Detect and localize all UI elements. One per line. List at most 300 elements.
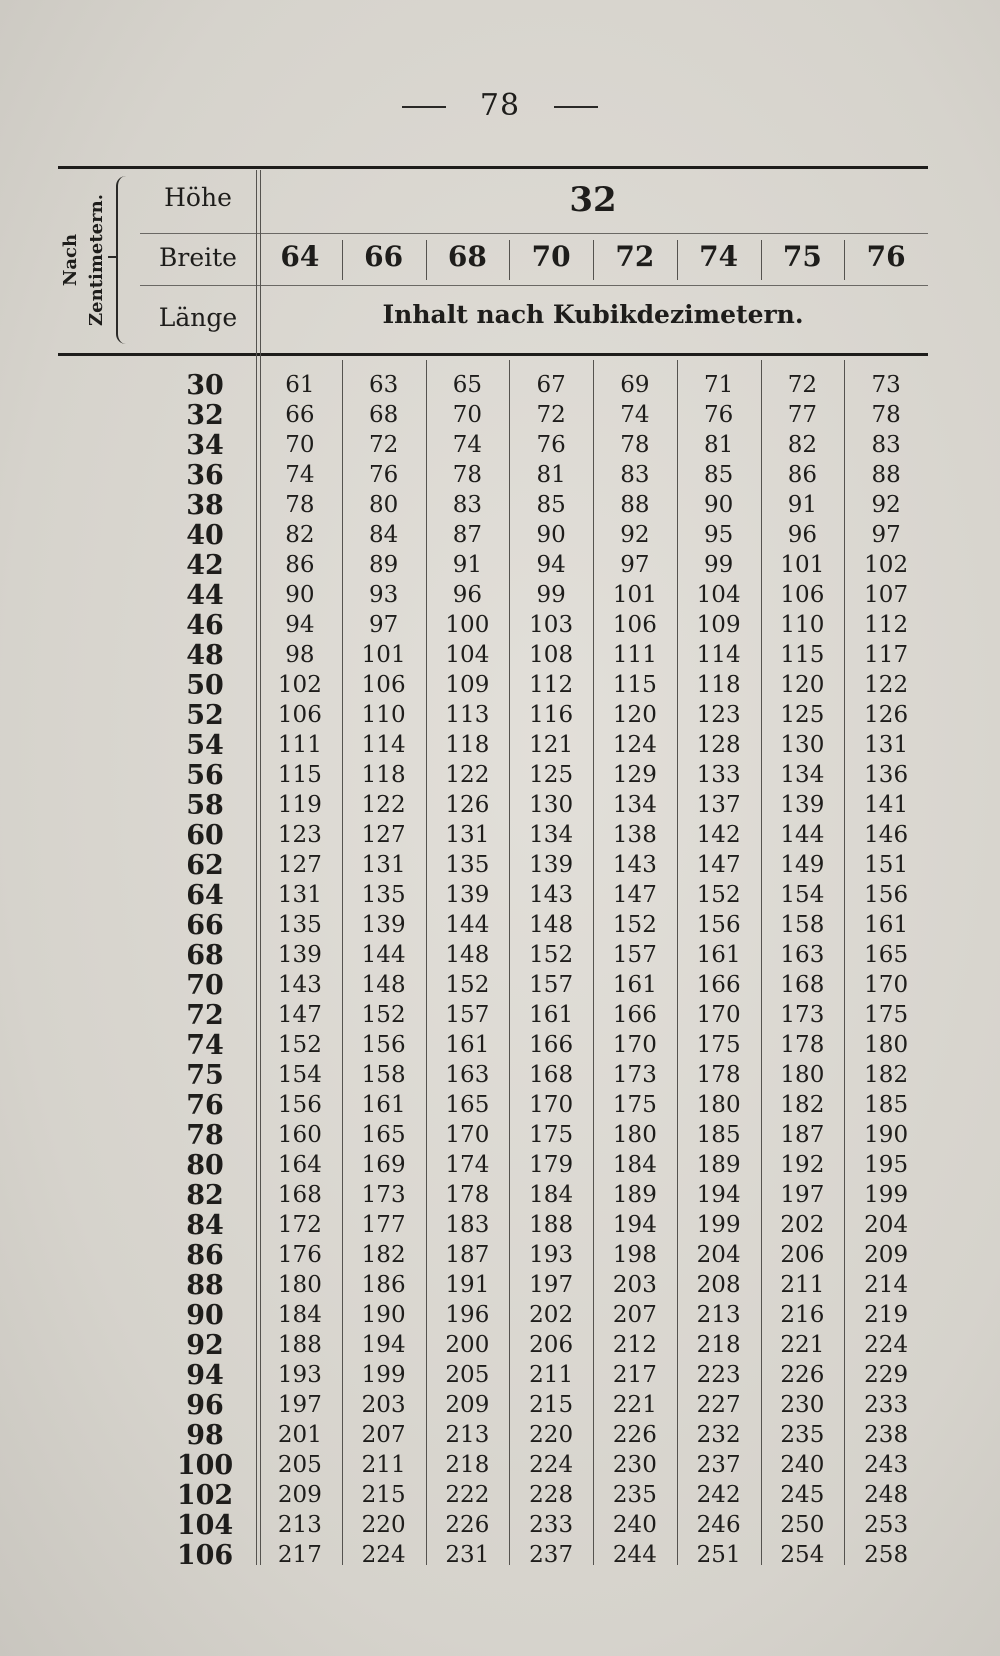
table-cell: 143 [612, 852, 657, 878]
table-cell: 76 [536, 432, 566, 458]
brace [116, 176, 130, 344]
table-cell: 115 [612, 672, 657, 698]
table-cell: 83 [871, 432, 901, 458]
table-cell: 197 [529, 1272, 574, 1298]
table-cell: 157 [612, 942, 657, 968]
table-cell: 248 [864, 1482, 909, 1508]
table-cell: 148 [445, 942, 490, 968]
table-cell: 208 [696, 1272, 741, 1298]
table-cell: 135 [361, 882, 406, 908]
table-cell: 99 [703, 552, 734, 578]
table-cell: 142 [696, 822, 741, 848]
table-cell: 194 [696, 1182, 741, 1208]
table-cell: 115 [780, 642, 825, 668]
table-cell: 154 [780, 882, 825, 908]
table-cell: 61 [285, 372, 315, 398]
table-cell: 250 [780, 1512, 825, 1538]
table-cell: 186 [361, 1272, 406, 1298]
table-cell: 130 [780, 732, 825, 758]
table-cell: 177 [361, 1212, 406, 1238]
laenge-cell: 44 [186, 580, 224, 611]
table-cell: 82 [787, 432, 818, 458]
table-cell: 152 [445, 972, 490, 998]
table-cell: 154 [277, 1062, 322, 1088]
breite-header-cell: 68 [447, 240, 487, 273]
table-cell: 106 [780, 582, 825, 608]
table-cell: 72 [787, 372, 818, 398]
table-cell: 125 [780, 702, 825, 728]
table-cell: 161 [612, 972, 657, 998]
table-cell: 161 [445, 1032, 490, 1058]
breite-header-cell: 70 [531, 240, 571, 273]
laenge-separator-line [256, 170, 257, 1565]
laenge-cell: 84 [186, 1210, 224, 1241]
laenge-cell: 94 [186, 1360, 224, 1391]
laenge-cell: 88 [186, 1270, 224, 1301]
table-cell: 165 [864, 942, 909, 968]
table-cell: 76 [703, 402, 734, 428]
table-cell: 179 [529, 1152, 574, 1178]
table-cell: 180 [277, 1272, 322, 1298]
laenge-cell: 98 [186, 1420, 224, 1451]
table-cell: 157 [445, 1002, 490, 1028]
table-cell: 175 [864, 1002, 909, 1028]
table-cell: 68 [368, 402, 399, 428]
table-cell: 108 [529, 642, 574, 668]
table-cell: 232 [696, 1422, 741, 1448]
breite-header-cell: 64 [280, 240, 320, 273]
laenge-cell: 62 [186, 850, 224, 881]
table-cell: 71 [703, 372, 734, 398]
table-cell: 121 [529, 732, 574, 758]
breite-separator-line [426, 240, 427, 280]
table-cell: 116 [529, 702, 574, 728]
table-cell: 174 [445, 1152, 490, 1178]
table-cell: 209 [277, 1482, 322, 1508]
table-cell: 81 [703, 432, 734, 458]
laenge-cell: 106 [176, 1540, 234, 1571]
table-cell: 172 [277, 1212, 322, 1238]
table-cell: 129 [612, 762, 657, 788]
table-cell: 77 [787, 402, 818, 428]
table-cell: 166 [612, 1002, 657, 1028]
table-cell: 216 [780, 1302, 825, 1328]
table-cell: 190 [361, 1302, 406, 1328]
hoehe-value: 32 [569, 180, 617, 220]
table-cell: 106 [361, 672, 406, 698]
table-cell: 173 [780, 1002, 825, 1028]
table-cell: 78 [620, 432, 650, 458]
table-cell: 217 [612, 1362, 657, 1388]
table-cell: 215 [361, 1482, 406, 1508]
table-cell: 178 [696, 1062, 741, 1088]
table-cell: 148 [361, 972, 406, 998]
laenge-cell: 46 [186, 610, 224, 641]
table-cell: 165 [445, 1092, 490, 1118]
table-cell: 197 [277, 1392, 322, 1418]
table-cell: 168 [780, 972, 825, 998]
table-cell: 182 [864, 1062, 909, 1088]
table-cell: 130 [529, 792, 574, 818]
table-cell: 163 [445, 1062, 490, 1088]
table-cell: 131 [277, 882, 322, 908]
table-cell: 106 [277, 702, 322, 728]
table-cell: 97 [368, 612, 399, 638]
table-cell: 92 [871, 492, 901, 518]
table-cell: 67 [536, 372, 566, 398]
table-cell: 175 [696, 1032, 741, 1058]
table-cell: 78 [285, 492, 315, 518]
table-cell: 226 [445, 1512, 490, 1538]
table-header-rule [58, 353, 928, 356]
table-cell: 69 [620, 372, 650, 398]
table-cell: 85 [536, 492, 566, 518]
table-cell: 191 [445, 1272, 490, 1298]
table-cell: 214 [864, 1272, 909, 1298]
table-cell: 131 [864, 732, 909, 758]
table-cell: 237 [529, 1542, 574, 1568]
table-cell: 110 [361, 702, 406, 728]
laenge-cell: 66 [186, 910, 224, 941]
table-cell: 112 [529, 672, 574, 698]
table-cell: 161 [696, 942, 741, 968]
table-cell: 193 [277, 1362, 322, 1388]
laenge-cell: 60 [186, 820, 224, 851]
table-cell: 253 [864, 1512, 909, 1538]
laenge-cell: 42 [186, 550, 224, 581]
table-cell: 102 [864, 552, 909, 578]
laenge-cell: 36 [186, 460, 224, 491]
table-cell: 139 [445, 882, 490, 908]
table-cell: 211 [780, 1272, 825, 1298]
laenge-cell: 32 [186, 400, 224, 431]
side-label-line2: Zentimetern. [86, 194, 107, 326]
laenge-cell: 82 [186, 1180, 224, 1211]
table-cell: 230 [612, 1452, 657, 1478]
table-cell: 119 [277, 792, 322, 818]
table-cell: 156 [864, 882, 909, 908]
table-cell: 258 [864, 1542, 909, 1568]
table-cell: 158 [361, 1062, 406, 1088]
breite-header-cell: 75 [782, 240, 822, 273]
table-cell: 101 [780, 552, 825, 578]
table-cell: 201 [277, 1422, 322, 1448]
table-cell: 101 [361, 642, 406, 668]
table-cell: 149 [780, 852, 825, 878]
table-cell: 245 [780, 1482, 825, 1508]
table-cell: 74 [452, 432, 483, 458]
table-cell: 203 [361, 1392, 406, 1418]
column-separator-line [593, 360, 594, 1565]
table-cell: 187 [780, 1122, 825, 1148]
table-cell: 229 [864, 1362, 909, 1388]
table-cell: 246 [696, 1512, 741, 1538]
table-cell: 66 [285, 402, 315, 428]
table-cell: 88 [620, 492, 650, 518]
table-cell: 72 [536, 402, 566, 428]
table-cell: 98 [285, 642, 315, 668]
table-cell: 90 [536, 522, 566, 548]
table-cell: 244 [612, 1542, 657, 1568]
table-cell: 227 [696, 1392, 741, 1418]
laenge-cell: 86 [186, 1240, 224, 1271]
table-cell: 240 [780, 1452, 825, 1478]
side-label-line1: Nach [60, 233, 81, 287]
table-cell: 178 [780, 1032, 825, 1058]
table-cell: 228 [529, 1482, 574, 1508]
table-cell: 123 [696, 702, 741, 728]
table-cell: 161 [361, 1092, 406, 1118]
table-cell: 235 [780, 1422, 825, 1448]
table-cell: 94 [285, 612, 315, 638]
table-cell: 90 [285, 582, 315, 608]
table-cell: 196 [445, 1302, 490, 1328]
table-cell: 126 [864, 702, 909, 728]
laenge-cell: 38 [186, 490, 224, 521]
table-cell: 238 [864, 1422, 909, 1448]
table-cell: 170 [529, 1092, 574, 1118]
table-cell: 131 [361, 852, 406, 878]
table-cell: 209 [864, 1242, 909, 1268]
table-cell: 218 [696, 1332, 741, 1358]
laenge-cell: 78 [186, 1120, 224, 1151]
table-cell: 122 [864, 672, 909, 698]
table-cell: 221 [780, 1332, 825, 1358]
table-cell: 74 [285, 462, 315, 488]
table-cell: 109 [445, 672, 490, 698]
table-cell: 89 [368, 552, 399, 578]
table-cell: 169 [361, 1152, 406, 1178]
table-cell: 122 [445, 762, 490, 788]
table-cell: 136 [864, 762, 909, 788]
table-cell: 90 [703, 492, 734, 518]
column-separator-line [677, 360, 678, 1565]
table-cell: 120 [780, 672, 825, 698]
table-cell: 173 [612, 1062, 657, 1088]
table-cell: 152 [696, 882, 741, 908]
table-cell: 109 [696, 612, 741, 638]
table-cell: 188 [277, 1332, 322, 1358]
table-cell: 131 [445, 822, 490, 848]
table-cell: 197 [780, 1182, 825, 1208]
table-cell: 224 [864, 1332, 909, 1358]
table-cell: 141 [864, 792, 909, 818]
table-cell: 254 [780, 1542, 825, 1568]
breite-header-cell: 72 [615, 240, 655, 273]
table-cell: 205 [277, 1452, 322, 1478]
table-cell: 170 [612, 1032, 657, 1058]
breite-separator-line [593, 240, 594, 280]
laenge-cell: 34 [186, 430, 224, 461]
table-cell: 86 [285, 552, 315, 578]
table-cell: 99 [536, 582, 566, 608]
table-cell: 170 [864, 972, 909, 998]
table-cell: 213 [445, 1422, 490, 1448]
table-cell: 139 [780, 792, 825, 818]
laenge-cell: 64 [186, 880, 224, 911]
table-cell: 209 [445, 1392, 490, 1418]
table-cell: 207 [612, 1302, 657, 1328]
table-cell: 96 [452, 582, 483, 608]
table-cell: 220 [361, 1512, 406, 1538]
laenge-separator-line [260, 170, 261, 1565]
table-cell: 204 [696, 1242, 741, 1268]
table-cell: 166 [529, 1032, 574, 1058]
table-cell: 170 [696, 1002, 741, 1028]
laenge-cell: 70 [186, 970, 224, 1001]
table-cell: 148 [529, 912, 574, 938]
table-cell: 217 [277, 1542, 322, 1568]
laenge-cell: 30 [186, 370, 224, 401]
table-cell: 91 [787, 492, 818, 518]
column-separator-line [426, 360, 427, 1565]
table-cell: 91 [452, 552, 483, 578]
table-cell: 123 [277, 822, 322, 848]
table-cell: 205 [445, 1362, 490, 1388]
breite-separator-line [677, 240, 678, 280]
table-cell: 206 [780, 1242, 825, 1268]
table-cell: 118 [696, 672, 741, 698]
table-cell: 114 [696, 642, 741, 668]
table-cell: 215 [529, 1392, 574, 1418]
table-cell: 200 [445, 1332, 490, 1358]
table-cell: 110 [780, 612, 825, 638]
table-cell: 166 [696, 972, 741, 998]
table-cell: 122 [361, 792, 406, 818]
table-cell: 164 [277, 1152, 322, 1178]
table-cell: 96 [787, 522, 818, 548]
table-cell: 144 [780, 822, 825, 848]
table-cell: 82 [285, 522, 315, 548]
table-cell: 101 [612, 582, 657, 608]
table-cell: 206 [529, 1332, 574, 1358]
column-separator-line [844, 360, 845, 1565]
breite-separator-line [761, 240, 762, 280]
table-cell: 151 [864, 852, 909, 878]
table-cell: 199 [864, 1182, 909, 1208]
table-cell: 184 [612, 1152, 657, 1178]
table-cell: 134 [780, 762, 825, 788]
table-cell: 226 [612, 1422, 657, 1448]
column-separator-line [342, 360, 343, 1565]
table-cell: 165 [361, 1122, 406, 1148]
table-cell: 242 [696, 1482, 741, 1508]
table-cell: 198 [612, 1242, 657, 1268]
table-cell: 240 [612, 1512, 657, 1538]
table-cell: 143 [529, 882, 574, 908]
table-cell: 104 [696, 582, 741, 608]
table-cell: 144 [445, 912, 490, 938]
table-cell: 235 [612, 1482, 657, 1508]
table-cell: 111 [612, 642, 657, 668]
table-cell: 97 [620, 552, 650, 578]
table-cell: 199 [361, 1362, 406, 1388]
inhalt-caption: Inhalt nach Kubikdezimetern. [382, 300, 804, 329]
laenge-cell: 104 [176, 1510, 234, 1541]
table-cell: 95 [703, 522, 734, 548]
table-cell: 126 [445, 792, 490, 818]
table-cell: 189 [696, 1152, 741, 1178]
table-cell: 74 [620, 402, 650, 428]
table-cell: 65 [452, 372, 483, 398]
label-laenge: Länge [158, 303, 238, 332]
table-cell: 195 [864, 1152, 909, 1178]
table-cell: 182 [780, 1092, 825, 1118]
table-cell: 144 [361, 942, 406, 968]
table-cell: 85 [703, 462, 734, 488]
table-cell: 168 [277, 1182, 322, 1208]
laenge-cell: 100 [176, 1450, 234, 1481]
laenge-cell: 58 [186, 790, 224, 821]
table-cell: 86 [787, 462, 818, 488]
table-cell: 243 [864, 1452, 909, 1478]
table-cell: 211 [361, 1452, 406, 1478]
table-cell: 224 [361, 1542, 406, 1568]
table-cell: 222 [445, 1482, 490, 1508]
table-cell: 212 [612, 1332, 657, 1358]
table-cell: 139 [529, 852, 574, 878]
table-cell: 102 [277, 672, 322, 698]
table-cell: 134 [529, 822, 574, 848]
table-cell: 190 [864, 1122, 909, 1148]
table-cell: 237 [696, 1452, 741, 1478]
table-cell: 143 [277, 972, 322, 998]
table-cell: 226 [780, 1362, 825, 1388]
table-cell: 194 [361, 1332, 406, 1358]
laenge-cell: 75 [186, 1060, 224, 1091]
table-cell: 120 [612, 702, 657, 728]
table-cell: 147 [277, 1002, 322, 1028]
laenge-cell: 102 [176, 1480, 234, 1511]
table-cell: 63 [368, 372, 399, 398]
table-cell: 81 [536, 462, 566, 488]
table-cell: 233 [529, 1512, 574, 1538]
table-cell: 115 [277, 762, 322, 788]
table-cell: 185 [696, 1122, 741, 1148]
table-cell: 192 [780, 1152, 825, 1178]
table-cell: 152 [361, 1002, 406, 1028]
table-cell: 163 [780, 942, 825, 968]
table-cell: 184 [529, 1182, 574, 1208]
table-cell: 180 [780, 1062, 825, 1088]
laenge-cell: 54 [186, 730, 224, 761]
table-cell: 168 [529, 1062, 574, 1088]
laenge-cell: 40 [186, 520, 224, 551]
table-cell: 113 [445, 702, 490, 728]
table-cell: 147 [696, 852, 741, 878]
table-cell: 199 [696, 1212, 741, 1238]
table-cell: 183 [445, 1212, 490, 1238]
table-cell: 160 [277, 1122, 322, 1148]
table-cell: 147 [612, 882, 657, 908]
table-cell: 152 [612, 912, 657, 938]
table-cell: 218 [445, 1452, 490, 1478]
laenge-cell: 56 [186, 760, 224, 791]
table-cell: 211 [529, 1362, 574, 1388]
column-separator-line [509, 360, 510, 1565]
header-divider-1 [140, 233, 928, 234]
table-cell: 203 [612, 1272, 657, 1298]
laenge-cell: 90 [186, 1300, 224, 1331]
table-cell: 103 [529, 612, 574, 638]
table-cell: 124 [612, 732, 657, 758]
table-cell: 178 [445, 1182, 490, 1208]
table-cell: 73 [871, 372, 901, 398]
table-cell: 94 [536, 552, 566, 578]
table-cell: 80 [368, 492, 399, 518]
table-cell: 111 [277, 732, 322, 758]
table-cell: 106 [612, 612, 657, 638]
